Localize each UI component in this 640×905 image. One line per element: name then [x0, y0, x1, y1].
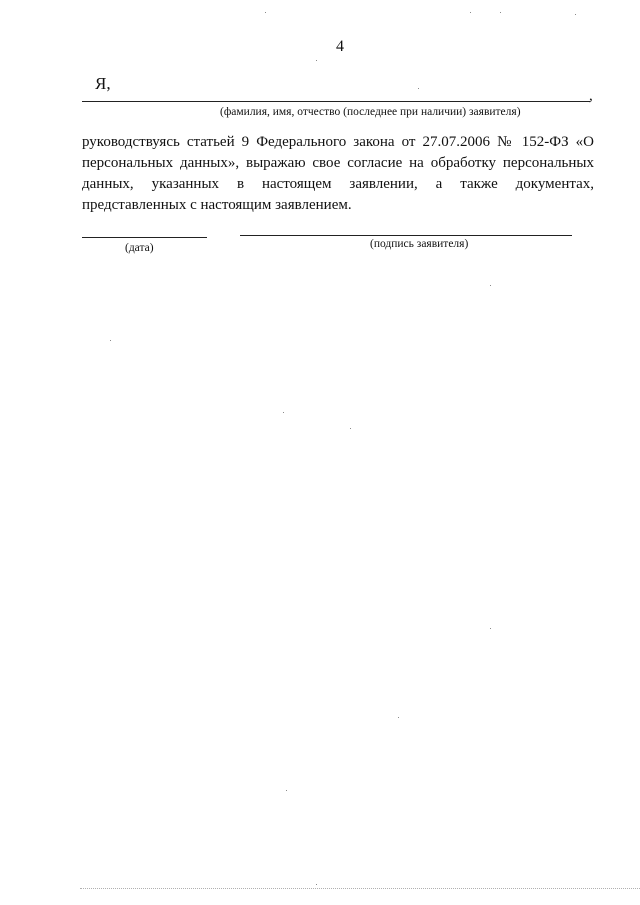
- applicant-name-line: [82, 101, 590, 102]
- scan-speck: [575, 14, 576, 15]
- scan-speck: [418, 88, 419, 89]
- signature-caption: (подпись заявителя): [370, 238, 469, 250]
- scan-speck: [110, 340, 111, 341]
- scan-speck: [500, 12, 501, 13]
- scan-speck: [490, 628, 491, 629]
- date-line: [82, 237, 207, 238]
- scan-speck: [283, 412, 284, 413]
- scan-speck: [316, 884, 317, 885]
- signature-line: [240, 235, 572, 236]
- consent-paragraph: руководствуясь статьей 9 Федерального закона от 27.07.2006 № 152-ФЗ «О персональных данных», выражаю свое согласие на обработку персональных данных, указанных в настоящем заявлении, а также документах, представленных с настоящим заявлением.: [82, 134, 594, 213]
- scan-speck: [350, 428, 351, 429]
- scan-speck: [265, 12, 266, 13]
- scan-speck: [286, 790, 287, 791]
- name-line-comma: ,: [589, 88, 593, 104]
- scan-speck: [490, 285, 491, 286]
- applicant-name-caption: (фамилия, имя, отчество (последнее при наличии) заявителя): [220, 106, 521, 118]
- date-caption: (дата): [125, 242, 154, 254]
- applicant-pronoun: Я,: [95, 74, 111, 93]
- scan-speck: [470, 12, 471, 13]
- scan-bottom-edge: [80, 888, 640, 890]
- scan-speck: [316, 60, 317, 61]
- page-number: 4: [336, 38, 344, 55]
- scan-speck: [398, 717, 399, 718]
